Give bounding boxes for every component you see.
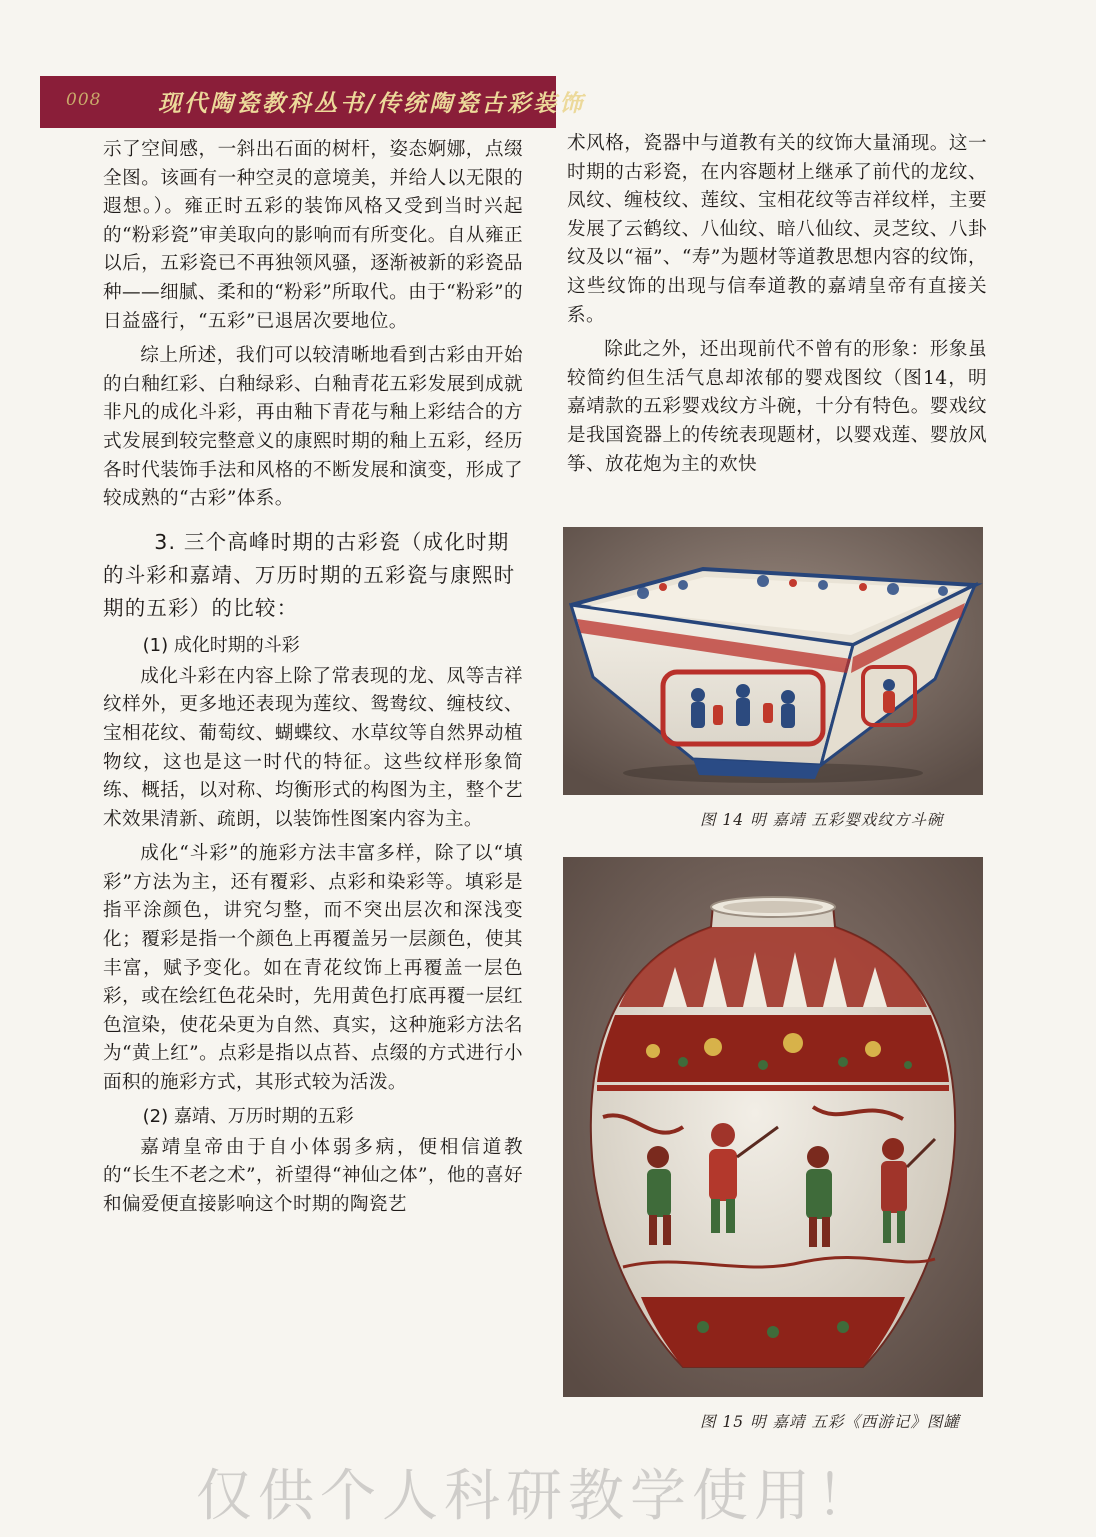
figure-15-caption: 图 15 明 嘉靖 五彩《西游记》图罐 bbox=[700, 1413, 960, 1431]
paragraph: 成化斗彩在内容上除了常表现的龙、凤等吉祥纹样外，更多地还表现为莲纹、鸳鸯纹、缠枝纹、宝相花纹、葡萄纹、蝴蝶纹、水草纹等自然界动植物纹，这也是这一时代的特征。这些纹样形象简练、概括，以对称、均衡形式的构图为主，整个艺术效果清新、疏朗，以装饰性图案内容为主。 bbox=[103, 665, 523, 830]
jar-illustration bbox=[563, 857, 983, 1397]
paragraph: 成化“斗彩”的施彩方法丰富多样，除了以“填彩”方法为主，还有覆彩、点彩和染彩等。填彩是指平涂颜色，讲究匀整，而不突出层次和深浅变化；覆彩是指一个颜色上再覆盖另一层颜色，使其丰富，赋予变化。如在青花纹饰上再覆盖一层色彩，或在绘红色花朵时，先用黄色打底再覆一层红色渲染，使花朵更为自然、真实，这种施彩方法名为“黄上红”。点彩是指以点苔、点缀的方式进行小面积的施彩方式，其形式较为活泼。 bbox=[103, 843, 523, 1094]
bowl-illustration bbox=[563, 527, 983, 795]
running-header bbox=[40, 76, 586, 128]
subsection-heading: (2) 嘉靖、万历时期的五彩 bbox=[142, 1105, 354, 1127]
left-column bbox=[103, 136, 523, 1219]
page-number: 008 bbox=[66, 90, 102, 110]
paragraph: 示了空间感，一斜出石面的树杆，姿态婀娜，点缀全图。该画有一种空灵的意境美，并给人以无限的遐想。）。雍正时五彩的装饰风格又受到当时兴起的“粉彩瓷”审美取向的影响而有所变化。自从雍正以后，五彩瓷已不再独领风骚，逐渐被新的彩瓷品种——细腻、柔和的“粉彩”所取代。由于“粉彩”的日益盛行，“五彩”已退居次要地位。 bbox=[103, 139, 523, 332]
subsection-heading: (1) 成化时期的斗彩 bbox=[142, 634, 300, 656]
figure-14-bowl-photo bbox=[563, 527, 983, 795]
figure-15-jar-photo bbox=[563, 857, 983, 1397]
paragraph: 除此之外，还出现前代不曾有的形象：形象虽较简约但生活气息却浓郁的婴戏图纹（图14，明嘉靖款的五彩婴戏纹方斗碗，十分有特色。婴戏纹是我国瓷器上的传统表现题材，以婴戏莲、婴放风筝、放花炮为主的欢快 bbox=[567, 339, 987, 475]
section-heading: 3. 三个高峰时期的古彩瓷（成化时期的斗彩和嘉靖、万历时期的五彩瓷与康熙时期的五彩）的比较： bbox=[103, 529, 516, 620]
figure-14-caption: 图 14 明 嘉靖 五彩婴戏纹方斗碗 bbox=[700, 811, 944, 829]
paragraph: 综上所述，我们可以较清晰地看到古彩由开始的白釉红彩、白釉绿彩、白釉青花五彩发展到成就非凡的成化斗彩，再由釉下青花与釉上彩结合的方式发展到较完整意义的康熙时期的釉上五彩，经历各时代装饰手法和风格的不断发展和演变，形成了较成熟的“古彩”体系。 bbox=[103, 345, 523, 510]
right-column bbox=[567, 130, 987, 479]
series-title: 现代陶瓷教科丛书/传统陶瓷古彩装饰 bbox=[158, 90, 586, 117]
paragraph: 嘉靖皇帝由于自小体弱多病，便相信道教的“长生不老之术”，祈望得“神仙之体”，他的喜好和偏爱便直接影响这个时期的陶瓷艺 bbox=[103, 1136, 523, 1215]
watermark-text: 仅供个人科研教学使用！ bbox=[196, 1464, 878, 1529]
paragraph: 术风格，瓷器中与道教有关的纹饰大量涌现。这一时期的古彩瓷，在内容题材上继承了前代的龙纹、凤纹、缠枝纹、莲纹、宝相花纹等吉祥纹样，主要发展了云鹤纹、八仙纹、暗八仙纹、灵芝纹、八卦纹及以“福”、“寿”为题材等道教思想内容的纹饰，这些纹饰的出现与信奉道教的嘉靖皇帝有直接关系。 bbox=[567, 133, 987, 326]
